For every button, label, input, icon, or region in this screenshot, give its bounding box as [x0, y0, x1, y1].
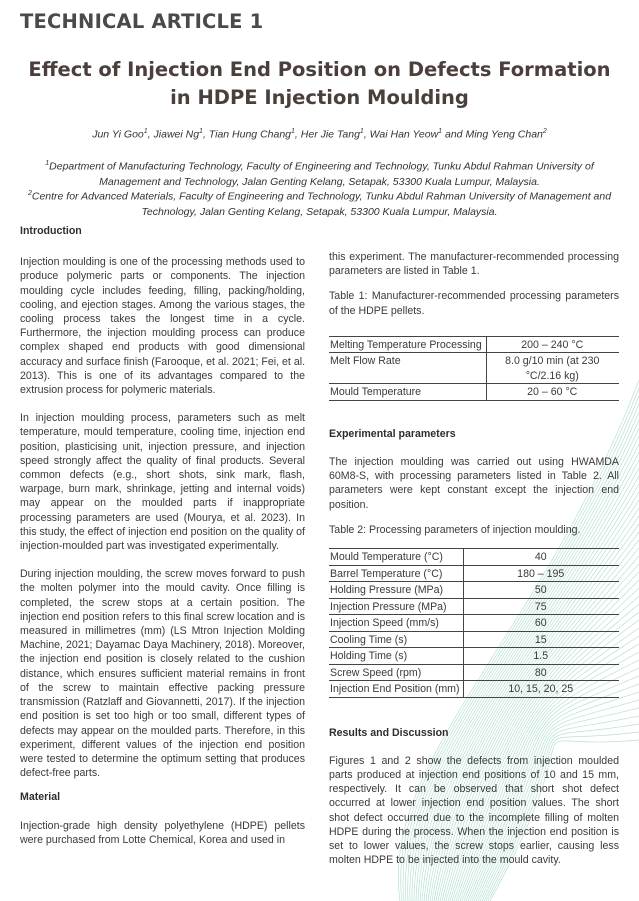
table-cell-value: 75 [463, 598, 619, 615]
title-line-1: Effect of Injection End Position on Defects Formation [28, 58, 611, 81]
author: Wai Han Yeow [369, 128, 439, 141]
table-row [329, 336, 619, 353]
author: Her Jie Tang [300, 128, 360, 141]
table-cell-value: 200 – 240 °C [486, 336, 619, 353]
author-affiliation-mark: 1 [143, 128, 148, 135]
table-cell-value: 60 [463, 615, 619, 632]
table-cell-parameter: Holding Time (s) [329, 648, 463, 665]
table-cell-value: 50 [463, 582, 619, 599]
table-cell-parameter: Holding Pressure (MPa) [329, 582, 463, 599]
table-row [329, 664, 619, 681]
experimental-heading: Experimental parameters [329, 427, 456, 440]
table-row [329, 353, 619, 384]
table-row [329, 648, 619, 665]
table-row [329, 565, 619, 582]
title-line-2: in HDPE Injection Moulding [170, 86, 469, 109]
results-heading: Results and Discussion [329, 726, 449, 739]
intro-paragraph-3: During injection moulding, the screw moves forward to push the molten polymer into the mould cavity. Once filling is completed, the screw stops at a certain position. The injection end position refers to this final screw location and is measured in millimetres (mm) (LS Mtron Injection Molding Machine, 2021; Dayamac Daya Machinery, 2018). Moreover, the injection end position is closely related to the cushion distance, which ensures sufficient material remains in front of the screw to maintain effective packing pressure transmission (Ratzlaff and Giovannetti, 2017). If the injection end position is set too high or too small, different types of defects may appear on the moulded parts. Therefore, in this experiment, different values of the injection end position were tested to determine the optimum setting that produces defect-free parts. [20, 568, 305, 780]
authors-conjunction: and [445, 128, 463, 141]
table-cell-value: 40 [463, 549, 619, 566]
author: Jiawei Ng [153, 128, 200, 141]
table-cell-parameter: Injection Speed (mm/s) [329, 615, 463, 632]
table-row [329, 631, 619, 648]
left-column [20, 224, 305, 847]
table-row [329, 549, 619, 566]
table-cell-parameter: Melt Flow Rate [329, 353, 486, 384]
author-list: Jun Yi Goo$^1$, Jiawei Ng$^1$, Tian Hung Chang$^1$, Her Jie Tang$^1$, Wai Han Yeow$^1$ and Ming Yeng Chan$^2$ [92, 128, 547, 141]
affiliation-number: 1 [45, 160, 50, 167]
table-cell-parameter: Injection Pressure (MPa) [329, 598, 463, 615]
table-cell-parameter: Cooling Time (s) [329, 631, 463, 648]
table-row [329, 615, 619, 632]
table-cell-value: 1.5 [463, 648, 619, 665]
affiliation-2 [14, 186, 625, 220]
table-2-caption: Table 2: Processing parameters of injection moulding. [329, 523, 581, 536]
author-affiliation-mark: 1 [438, 128, 443, 135]
author-affiliation-mark: 1 [199, 128, 203, 135]
right-column [329, 250, 619, 867]
article-title [0, 56, 639, 112]
table-cell-value: 8.0 g/10 min (at 230 °C/2.16 kg) [486, 353, 619, 384]
author: Jun Yi Goo [92, 128, 144, 141]
table-cell-value: 20 – 60 °C [486, 384, 619, 401]
table-cell-parameter: Screw Speed (rpm) [329, 664, 463, 681]
affiliation-text: Centre for Advanced Materials, Faculty of Engineering and Technology, Tunku Abdul Rahman University of Management and Technology, Jalan Genting Kelang, Setapak, 53300 Kuala Lumpur, Malaysia. [31, 190, 612, 218]
table-row [329, 681, 619, 698]
table-cell-parameter: Barrel Temperature (°C) [329, 565, 463, 582]
affiliation-1 [14, 156, 625, 190]
author-affiliation-mark: 1 [291, 128, 295, 135]
table-1-caption: Table 1: Manufacturer-recommended processing parameters of the HDPE pellets. [329, 290, 619, 317]
table-cell-value: 180 – 195 [463, 565, 619, 582]
table-cell-parameter: Mould Temperature [329, 384, 486, 401]
material-heading: Material [20, 791, 61, 804]
author: Tian Hung Chang [208, 128, 292, 141]
table-2 [329, 548, 619, 698]
table-cell-parameter: Injection End Position (mm) [329, 681, 463, 698]
table-row [329, 598, 619, 615]
section-tag: TECHNICAL ARTICLE 1 [20, 10, 264, 33]
introduction-heading: Introduction [20, 225, 82, 237]
intro-paragraph-2: In injection moulding process, parameters such as melt temperature, mould temperature, cooling time, injection end position, plasticising unit, injection pressure, and injection speed strongly affect the quality of final products. Several common defects (e.g., short shots, sink mark, flash, warpage, burn mark, shrinkage, jetting and internal voids) may appear on the moulded parts if inappropriate processing parameters are used (Mourya, et al. 2023). In this study, the effect of injection end position on the quality of injection-moulded part was investigated experimentally. [20, 412, 305, 553]
author-affiliation-mark: 1 [359, 128, 364, 135]
table-cell-value: 80 [463, 664, 619, 681]
affiliation-number: 2 [27, 190, 32, 197]
affiliation-text: Department of Manufacturing Technology, Faculty of Engineering and Technology, Tunku Abdul Rahman University of Management and Technology, Jalan Genting Kelang, Setapak, 53300 Kuala Lumpur, Malaysia. [49, 160, 594, 188]
table-cell-parameter: Melting Temperature Processing [329, 336, 486, 353]
experimental-paragraph: The injection moulding was carried out using HWAMDA 60M8-S, with processing parameters listed in Table 2. All parameters were kept constant except the injection end position. [329, 456, 619, 511]
table-cell-parameter: Mould Temperature (°C) [329, 549, 463, 566]
author-affiliation-mark: 2 [542, 128, 547, 135]
material-paragraph-continued: this experiment. The manufacturer-recommended processing parameters are listed in Table 1. [329, 251, 619, 278]
intro-paragraph-1: Injection moulding is one of the processing methods used to produce polymeric parts or components. The injection moulding cycle includes feeding, filling, packing/holding, cooling, and ejection stages. Among the various stages, the cooling process takes the longest time in a cycle. Furthermore, the injection moulding process can produce complex shaped end products with good dimensional accuracy and surface finish (Farooque, et al. 2021; Fei, et al. 2013). This is one of its advantages compared to the extrusion process for polymeric materials. [20, 256, 306, 397]
table-row [329, 582, 619, 599]
table-cell-value: 15 [463, 631, 619, 648]
table-row [329, 384, 619, 401]
table-cell-value: 10, 15, 20, 25 [463, 681, 619, 698]
results-paragraph: Figures 1 and 2 show the defects from injection moulded parts produced at injection end positions of 10 and 15 mm, respectively. It can be observed that short shot defect occurred at lower injection end position values. The short shot defect occurred due to the incomplete filling of molten HDPE during the process. When the injection end position is set to lower values, the screw stops earlier, causing less molten HDPE to be injected into the mould cavity. [329, 754, 619, 867]
author: Ming Yeng Chan [465, 128, 543, 141]
material-paragraph: Injection-grade high density polyethylene (HDPE) pellets were purchased from Lotte Chemical, Korea and used in [20, 819, 305, 846]
table-1 [329, 336, 619, 401]
